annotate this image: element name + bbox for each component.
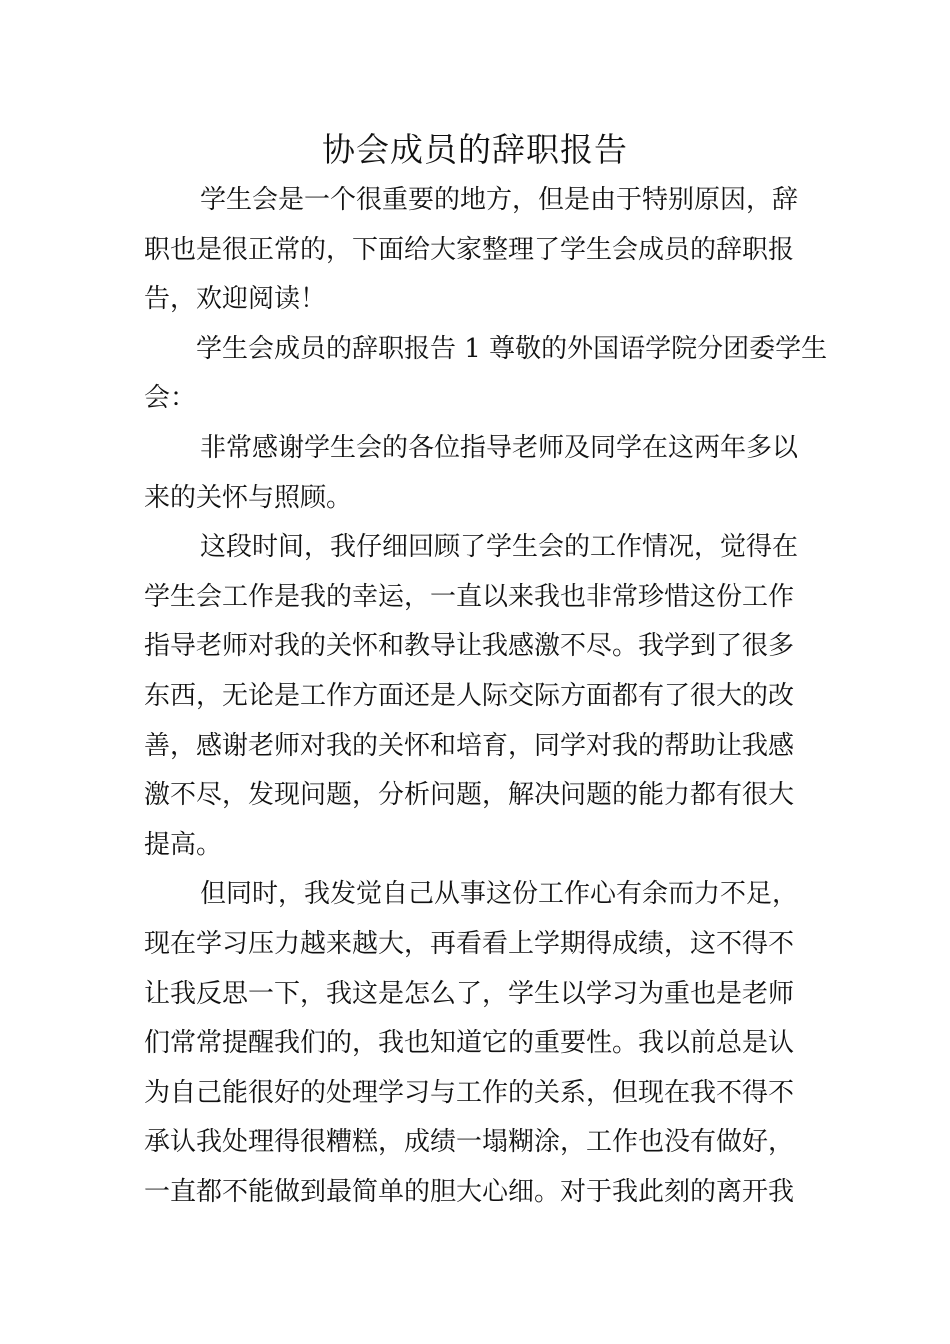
- paragraph-line: 善，感谢老师对我的关怀和培育，同学对我的帮助让我感: [144, 730, 795, 761]
- paragraph-line: 激不尽，发现问题，分析问题，解决问题的能力都有很大: [144, 780, 795, 811]
- paragraph-line: 指导老师对我的关怀和教导让我感激不尽。我学到了很多: [144, 631, 795, 662]
- paragraph-line: 职也是很正常的，下面给大家整理了学生会成员的辞职报: [144, 234, 795, 265]
- paragraph-line: 让我反思一下，我这是怎么了，学生以学习为重也是老师: [144, 978, 795, 1009]
- document-title: 协会成员的辞职报告: [322, 130, 628, 169]
- paragraph-line: 这段时间，我仔细回顾了学生会的工作情况，觉得在: [200, 532, 799, 563]
- paragraph-line: 们常常提醒我们的，我也知道它的重要性。我以前总是认: [144, 1028, 795, 1059]
- paragraph-line: 现在学习压力越来越大，再看看上学期得成绩，这不得不: [144, 928, 795, 959]
- paragraph-line: 但同时，我发觉自己从事这份工作心有余而力不足，: [200, 879, 799, 910]
- paragraph-line: 提高。: [144, 829, 223, 860]
- paragraph-line: 东西，无论是工作方面还是人际交际方面都有了很大的改: [144, 680, 795, 711]
- paragraph-line: 告，欢迎阅读！: [144, 284, 327, 315]
- paragraph-line: 学生会工作是我的幸运，一直以来我也非常珍惜这份工作: [144, 581, 795, 612]
- paragraph-line: 一直都不能做到最简单的胆大心细。对于我此刻的离开我: [144, 1176, 795, 1207]
- paragraph-line: 为自己能很好的处理学习与工作的关系，但现在我不得不: [144, 1077, 795, 1108]
- paragraph-line: 会：: [144, 383, 197, 414]
- document-body: [144, 176, 828, 1217]
- paragraph-line: 学生会成员的辞职报告 1 尊敬的外国语学院分团委学生: [196, 333, 828, 364]
- paragraph-line: 非常感谢学生会的各位指导老师及同学在这两年多以: [200, 432, 799, 463]
- paragraph-line: 学生会是一个很重要的地方，但是由于特别原因，辞: [200, 185, 799, 215]
- paragraph-line: 来的关怀与照顾。: [144, 482, 353, 513]
- paragraph-line: 承认我处理得很糟糕，成绩一塌糊涂，工作也没有做好，: [144, 1127, 795, 1158]
